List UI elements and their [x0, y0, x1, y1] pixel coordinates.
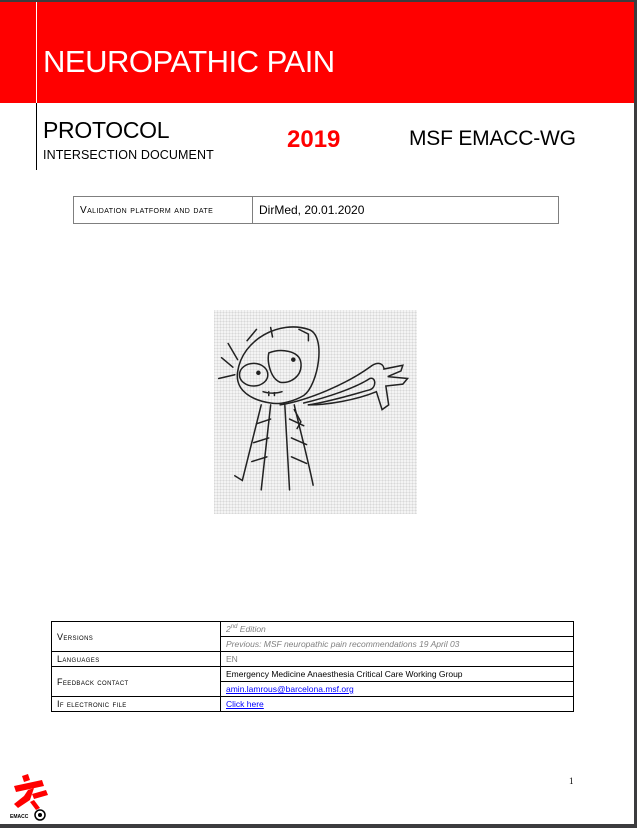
feedback-email-link[interactable]: amin.lamrous@barcelona.msf.org — [226, 684, 354, 694]
feedback-contact-email-cell — [221, 682, 574, 697]
svg-text:EMACC: EMACC — [10, 814, 29, 820]
document-metadata-table — [51, 621, 574, 712]
page-number: 1 — [569, 776, 574, 786]
versions-previous: Previous: MSF neuropathic pain recommendations 19 April 03 — [221, 637, 574, 652]
languages-value: EN — [221, 652, 574, 667]
feedback-contact-group: Emergency Medicine Anaesthesia Critical Care Working Group — [221, 667, 574, 682]
organization-name: MSF EMACC-WG — [409, 127, 576, 150]
versions-label: Versions — [52, 622, 221, 652]
validation-table — [73, 196, 559, 224]
msf-logo-icon — [8, 772, 52, 822]
table-row — [52, 697, 574, 712]
electronic-file-cell — [221, 697, 574, 712]
table-row — [52, 622, 574, 637]
margin-rule-bottom — [36, 103, 37, 170]
document-year: 2019 — [287, 126, 341, 153]
document-type: PROTOCOL — [43, 117, 170, 143]
click-here-link[interactable]: Click here — [226, 699, 264, 709]
table-row — [52, 667, 574, 682]
document-title: NEUROPATHIC PAIN — [43, 44, 335, 79]
versions-edition: 2nd Edition — [221, 622, 574, 637]
margin-rule-top — [36, 2, 37, 103]
validation-row — [74, 197, 559, 224]
electronic-file-label: If electronic file — [52, 697, 221, 712]
feedback-contact-label: Feedback contact — [52, 667, 221, 697]
validation-label: Validation platform and date — [74, 197, 253, 224]
document-subtitle: INTERSECTION DOCUMENT — [43, 148, 214, 162]
table-row — [52, 652, 574, 667]
validation-value: DirMed, 20.01.2020 — [253, 197, 559, 224]
document-page — [0, 2, 634, 824]
neuropathic-pain-illustration-icon — [214, 310, 417, 514]
languages-label: Languages — [52, 652, 221, 667]
